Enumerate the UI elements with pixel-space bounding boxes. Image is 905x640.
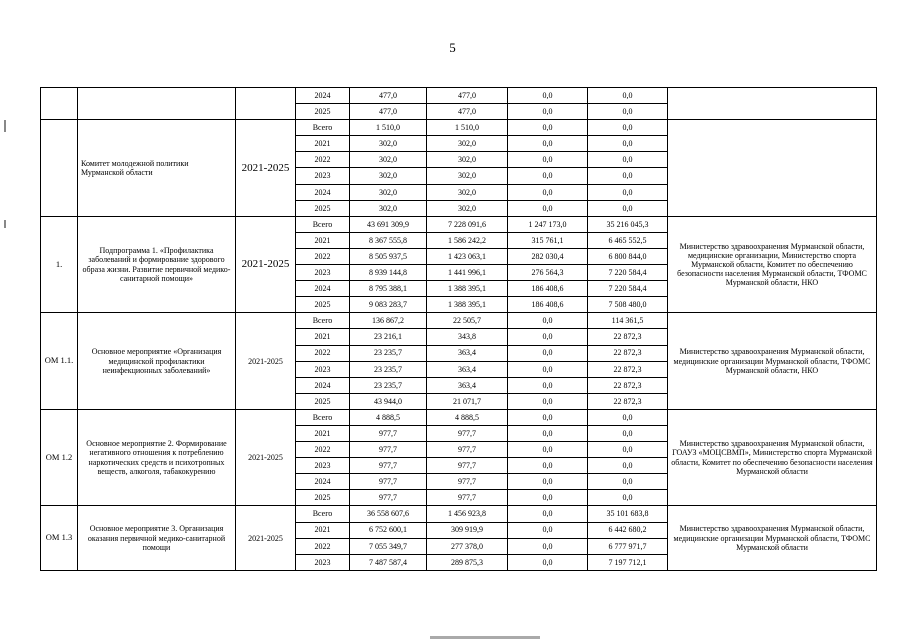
cell-reg: 0,0 [508,313,588,329]
cell-fed: 1 586 242,2 [427,232,508,248]
cell-reg: 276 564,3 [508,265,588,281]
cell-reg: 0,0 [508,425,588,441]
cell-total: 977,7 [350,458,427,474]
measure-name: Основное мероприятие «Организация медицинской профилактики неинфекционных заболеваний» [78,313,236,410]
cell-total: 8 939 144,8 [350,265,427,281]
row-code: ОМ 1.3 [41,506,78,570]
cell-other: 7 197 712,1 [588,554,668,570]
cell-fed: 1 510,0 [427,120,508,136]
period-cell: 2021-2025 [236,313,296,410]
measure-name: Основное мероприятие 3. Организация оказания первичной медико-санитарной помощи [78,506,236,570]
cell-total: 36 558 607,6 [350,506,427,522]
cell-year: 2025 [296,104,350,120]
scan-bottom-mark [430,636,540,639]
cell-reg: 0,0 [508,522,588,538]
cell-other: 0,0 [588,409,668,425]
cell-reg: 0,0 [508,120,588,136]
cell-total: 43 944,0 [350,393,427,409]
table-row [41,409,877,425]
cell-total: 302,0 [350,168,427,184]
cell-other: 6 465 552,5 [588,232,668,248]
cell-fed: 477,0 [427,104,508,120]
cell-other: 22 872,3 [588,393,668,409]
cell-year: 2025 [296,490,350,506]
cell-total: 43 691 309,9 [350,216,427,232]
cell-year: 2025 [296,393,350,409]
financing-table [40,87,877,571]
cell-reg: 0,0 [508,393,588,409]
cell-other: 114 361,5 [588,313,668,329]
cell-fed: 1 456 923,8 [427,506,508,522]
cell-other: 35 101 683,8 [588,506,668,522]
cell-fed: 302,0 [427,184,508,200]
measure-name: Комитет молодежной политики Мурманской области [78,120,236,217]
cell-year: 2022 [296,248,350,264]
cell-other: 7 220 584,4 [588,281,668,297]
cell-year: 2022 [296,345,350,361]
cell-total: 9 083 283,7 [350,297,427,313]
cell-total: 23 235,7 [350,361,427,377]
cell-year: 2024 [296,281,350,297]
cell-other: 22 872,3 [588,345,668,361]
measure-name [78,88,236,120]
measure-name: Основное мероприятие 2. Формирование негативного отношения к потреблению наркотических средств и психотропных веществ, алкоголя, табакокурению [78,409,236,506]
cell-year: 2021 [296,522,350,538]
cell-year: 2024 [296,88,350,104]
cell-total: 136 867,2 [350,313,427,329]
cell-other: 6 777 971,7 [588,538,668,554]
cell-fed: 22 505,7 [427,313,508,329]
cell-reg: 0,0 [508,506,588,522]
executor-cell [668,120,877,217]
cell-fed: 302,0 [427,136,508,152]
cell-year: Всего [296,506,350,522]
cell-other: 0,0 [588,152,668,168]
period-cell [236,88,296,120]
cell-other: 35 216 045,3 [588,216,668,232]
cell-other: 7 220 584,4 [588,265,668,281]
period-cell: 2021-2025 [236,216,296,313]
cell-reg: 0,0 [508,184,588,200]
cell-reg: 0,0 [508,554,588,570]
scan-edge-mark [4,120,6,132]
cell-fed: 977,7 [427,474,508,490]
cell-year: Всего [296,313,350,329]
cell-fed: 7 228 091,6 [427,216,508,232]
executor-cell: Министерство здравоохранения Мурманской области, медицинские организации Мурманской области, ТФОМС Мурманской области [668,506,877,570]
cell-reg: 0,0 [508,168,588,184]
cell-reg: 282 030,4 [508,248,588,264]
cell-total: 302,0 [350,136,427,152]
cell-other: 0,0 [588,104,668,120]
cell-total: 23 216,1 [350,329,427,345]
cell-total: 302,0 [350,200,427,216]
cell-other: 0,0 [588,184,668,200]
cell-reg: 0,0 [508,104,588,120]
cell-fed: 977,7 [427,425,508,441]
cell-reg: 0,0 [508,88,588,104]
table-row [41,120,877,136]
cell-total: 7 487 587,4 [350,554,427,570]
cell-total: 977,7 [350,425,427,441]
cell-fed: 343,8 [427,329,508,345]
cell-total: 977,7 [350,442,427,458]
cell-total: 8 367 555,8 [350,232,427,248]
table-body [41,88,877,571]
cell-reg: 0,0 [508,538,588,554]
cell-total: 977,7 [350,474,427,490]
cell-year: 2021 [296,232,350,248]
cell-other: 0,0 [588,168,668,184]
cell-reg: 0,0 [508,442,588,458]
cell-total: 477,0 [350,104,427,120]
executor-cell: Министерство здравоохранения Мурманской области, медицинские организации Мурманской области, ТФОМС Мурманской области, НКО [668,313,877,410]
period-cell: 2021-2025 [236,409,296,506]
cell-year: 2022 [296,538,350,554]
period-cell: 2021-2025 [236,506,296,570]
cell-fed: 302,0 [427,200,508,216]
cell-other: 6 800 844,0 [588,248,668,264]
cell-year: 2022 [296,152,350,168]
cell-year: 2025 [296,297,350,313]
cell-other: 22 872,3 [588,361,668,377]
cell-year: 2023 [296,265,350,281]
cell-reg: 0,0 [508,361,588,377]
cell-total: 477,0 [350,88,427,104]
cell-year: 2024 [296,184,350,200]
cell-total: 6 752 600,1 [350,522,427,538]
cell-year: 2023 [296,168,350,184]
cell-fed: 277 378,0 [427,538,508,554]
cell-other: 0,0 [588,200,668,216]
cell-reg: 0,0 [508,377,588,393]
cell-other: 22 872,3 [588,377,668,393]
cell-reg: 0,0 [508,458,588,474]
cell-fed: 289 875,3 [427,554,508,570]
cell-other: 0,0 [588,136,668,152]
cell-fed: 977,7 [427,458,508,474]
cell-fed: 1 388 395,1 [427,297,508,313]
cell-total: 8 795 388,1 [350,281,427,297]
cell-year: 2024 [296,377,350,393]
cell-fed: 21 071,7 [427,393,508,409]
cell-reg: 186 408,6 [508,281,588,297]
cell-reg: 0,0 [508,490,588,506]
cell-total: 977,7 [350,490,427,506]
cell-year: 2022 [296,442,350,458]
cell-other: 0,0 [588,88,668,104]
executor-cell: Министерство здравоохранения Мурманской области, медицинские организации, Министерство спорта Мурманской области, Комитет по обеспечению безопасности населения Мурманской области, ТФОМС Мурманской области, НКО [668,216,877,313]
table-row [41,216,877,232]
cell-total: 23 235,7 [350,377,427,393]
cell-fed: 302,0 [427,152,508,168]
cell-other: 0,0 [588,458,668,474]
cell-other: 0,0 [588,442,668,458]
cell-reg: 0,0 [508,474,588,490]
cell-year: Всего [296,120,350,136]
period-cell: 2021-2025 [236,120,296,217]
cell-year: 2021 [296,136,350,152]
row-code: ОМ 1.2 [41,409,78,506]
cell-fed: 4 888,5 [427,409,508,425]
cell-fed: 363,4 [427,345,508,361]
cell-reg: 0,0 [508,345,588,361]
cell-fed: 977,7 [427,490,508,506]
cell-total: 1 510,0 [350,120,427,136]
cell-reg: 0,0 [508,152,588,168]
cell-fed: 302,0 [427,168,508,184]
row-code [41,88,78,120]
cell-other: 22 872,3 [588,329,668,345]
scan-edge-mark [4,220,6,228]
cell-year: 2023 [296,361,350,377]
table-row [41,88,877,104]
cell-fed: 363,4 [427,377,508,393]
cell-total: 302,0 [350,152,427,168]
table-row [41,506,877,522]
cell-other: 0,0 [588,120,668,136]
cell-other: 7 508 480,0 [588,297,668,313]
cell-total: 7 055 349,7 [350,538,427,554]
cell-reg: 0,0 [508,329,588,345]
cell-fed: 1 441 996,1 [427,265,508,281]
cell-year: 2023 [296,458,350,474]
cell-year: 2021 [296,329,350,345]
executor-cell [668,88,877,120]
cell-year: Всего [296,216,350,232]
cell-total: 8 505 937,5 [350,248,427,264]
cell-year: Всего [296,409,350,425]
cell-fed: 1 423 063,1 [427,248,508,264]
cell-year: 2025 [296,200,350,216]
row-code [41,120,78,217]
cell-reg: 186 408,6 [508,297,588,313]
cell-year: 2023 [296,554,350,570]
cell-year: 2024 [296,474,350,490]
cell-fed: 1 388 395,1 [427,281,508,297]
cell-year: 2021 [296,425,350,441]
cell-total: 23 235,7 [350,345,427,361]
cell-other: 0,0 [588,425,668,441]
page-number: 5 [449,40,456,55]
cell-other: 0,0 [588,490,668,506]
cell-total: 4 888,5 [350,409,427,425]
cell-other: 6 442 680,2 [588,522,668,538]
cell-fed: 977,7 [427,442,508,458]
cell-reg: 1 247 173,0 [508,216,588,232]
measure-name: Подпрограмма 1. «Профилактика заболеваний и формирование здорового образа жизни. Развитие первичной медико-санитарной помощи» [78,216,236,313]
cell-fed: 363,4 [427,361,508,377]
cell-total: 302,0 [350,184,427,200]
executor-cell: Министерство здравоохранения Мурманской области, ГОАУЗ «МОЦСВМП», Министерство спорта Мурманской области, Комитет по обеспечению безопасности населения Мурманской области [668,409,877,506]
row-code: ОМ 1.1. [41,313,78,410]
cell-reg: 0,0 [508,136,588,152]
cell-reg: 0,0 [508,200,588,216]
cell-other: 0,0 [588,474,668,490]
cell-fed: 477,0 [427,88,508,104]
cell-reg: 315 761,1 [508,232,588,248]
cell-fed: 309 919,9 [427,522,508,538]
table-row [41,313,877,329]
row-code: 1. [41,216,78,313]
cell-reg: 0,0 [508,409,588,425]
